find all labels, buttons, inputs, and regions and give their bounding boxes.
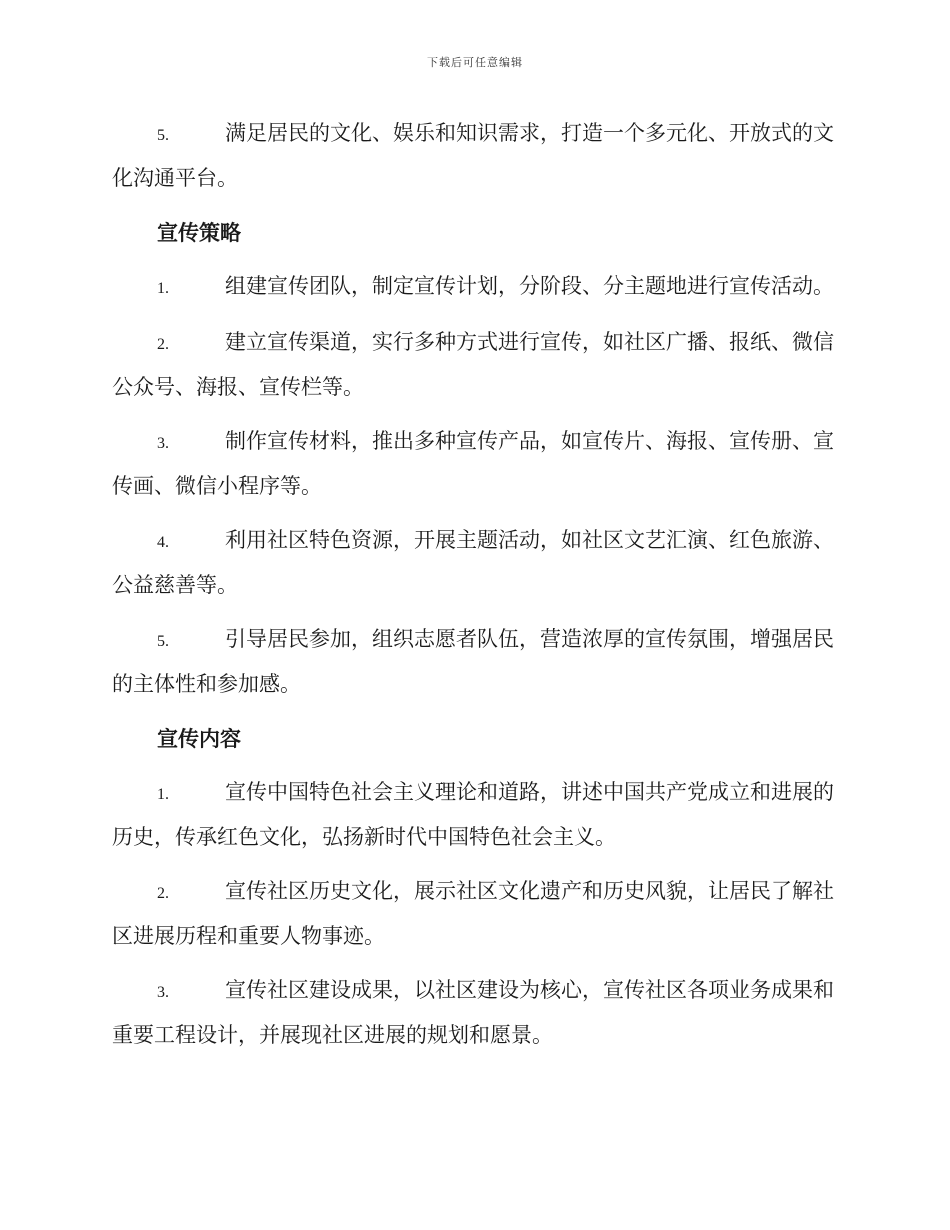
list-item [112,420,834,508]
item-number: 5. [157,127,169,144]
item-number: 1. [157,786,169,803]
list-item [112,112,834,200]
item-text: 宣传社区建设成果，以社区建设为核心，宣传社区各项业务成果和重要工程设计，并展现社区进展的规划和愿景。 [112,978,834,1047]
item-number: 3. [157,435,169,452]
item-number: 1. [157,280,169,297]
list-item [112,519,834,607]
list-item [112,969,834,1057]
item-number: 3. [157,984,169,1001]
list-item [112,618,834,706]
list-item [112,870,834,958]
item-text: 利用社区特色资源，开展主题活动，如社区文艺汇演、红色旅游、公益慈善等。 [112,528,834,597]
item-number: 4. [157,534,169,551]
item-number: 2. [157,885,169,902]
item-text: 满足居民的文化、娱乐和知识需求，打造一个多元化、开放式的文化沟通平台。 [112,121,834,190]
item-number: 5. [157,633,169,650]
header-note: 下载后可任意编辑 [427,56,523,69]
item-text: 宣传中国特色社会主义理论和道路，讲述中国共产党成立和进展的历史，传承红色文化，弘扬新时代中国特色社会主义。 [112,780,834,849]
document-body [112,112,834,1068]
list-item [112,321,834,409]
list-item [112,771,834,859]
item-number: 2. [157,336,169,353]
item-text: 建立宣传渠道，实行多种方式进行宣传，如社区广播、报纸、微信公众号、海报、宣传栏等。 [112,330,834,399]
item-text: 组建宣传团队，制定宣传计划，分阶段、分主题地进行宣传活动。 [225,274,834,298]
section-heading-content: 宣传内容 [157,726,241,751]
item-text: 制作宣传材料，推出多种宣传产品，如宣传片、海报、宣传册、宣传画、微信小程序等。 [112,429,834,498]
item-text: 引导居民参加，组织志愿者队伍，营造浓厚的宣传氛围，增强居民的主体性和参加感。 [112,627,834,696]
list-item [112,265,834,310]
item-text: 宣传社区历史文化，展示社区文化遗产和历史风貌，让居民了解社区进展历程和重要人物事迹。 [112,879,834,948]
section-heading-strategy: 宣传策略 [157,220,241,245]
